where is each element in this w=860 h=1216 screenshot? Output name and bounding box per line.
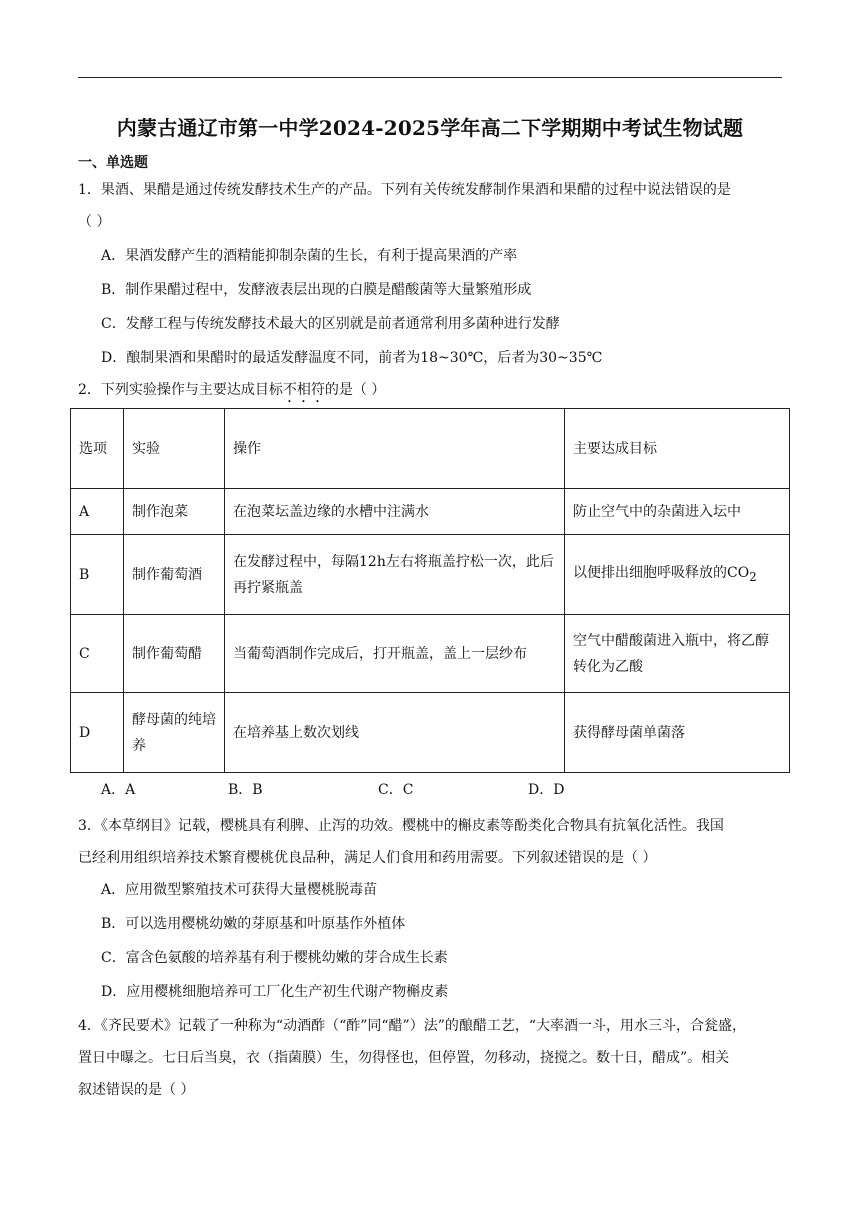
question-3-option-a: A．应用微型繁殖技术可获得大量樱桃脱毒苗 (101, 882, 378, 898)
question-1-option-d: D．酿制果酒和果醋时的最适发酵温度不同，前者为18~30℃，后者为30~35℃ (101, 350, 603, 366)
question-3-option-b: B．可以选用樱桃幼嫩的芽原基和叶原基作外植体 (101, 916, 406, 932)
table-row (71, 489, 790, 535)
question-4-stem: 4．《齐民要术》记载了一种称为“动酒酢（“酢”同“醋”）法”的酿醋工艺，“大率酒一斗，用水三斗，合瓮盛， (78, 1018, 747, 1034)
table-row (71, 693, 790, 773)
question-2-answer-b: B．B (228, 782, 263, 798)
question-2-answer-a: A．A (101, 782, 136, 798)
question-4-stem-end: 叙述错误的是（ ） (78, 1082, 195, 1098)
table-cell: 制作葡萄醋 (124, 615, 225, 693)
table-cell: 当葡萄酒制作完成后，打开瓶盖，盖上一层纱布 (225, 615, 565, 693)
question-1-option-c: C．发酵工程与传统发酵技术最大的区别就是前者通常利用多菌种进行发酵 (101, 316, 560, 332)
subscript: 2 (749, 569, 757, 584)
question-1-option-a: A．果酒发酵产生的酒精能抑制杂菌的生长，有利于提高果酒的产率 (101, 248, 518, 264)
question-2-answer-c: C．C (378, 782, 414, 798)
table-cell: 防止空气中的杂菌进入坛中 (565, 489, 790, 535)
header-rule (78, 77, 782, 78)
table-header-cell: 操作 (225, 409, 565, 489)
table-row (71, 535, 790, 615)
table-cell: 获得酵母菌单菌落 (565, 693, 790, 773)
table-cell: A (71, 489, 124, 535)
question-4-stem-continued: 置日中曝之。七日后当臭，衣（指菌膜）生，勿得怪也，但停置，勿移动，挠搅之。数十日，醋成”。相关 (78, 1050, 730, 1066)
table-header-cell: 主要达成目标 (565, 409, 790, 489)
table-cell: D (71, 693, 124, 773)
table-cell: C (71, 615, 124, 693)
table-cell: 空气中醋酸菌进入瓶中，将乙醇转化为乙酸 (565, 615, 790, 693)
question-3-option-d: D．应用樱桃细胞培养可工厂化生产初生代谢产物槲皮素 (101, 984, 449, 1000)
question-1-stem: 1．果酒、果醋是通过传统发酵技术生产的产品。下列有关传统发酵制作果酒和果醋的过程中说法错误的是 (78, 182, 731, 198)
experiment-table (70, 408, 790, 773)
table-header-cell: 实验 (124, 409, 225, 489)
question-2-answer-d: D．D (528, 782, 565, 798)
table-cell: 在发酵过程中，每隔12h左右将瓶盖拧松一次，此后再拧紧瓶盖 (225, 535, 565, 615)
table-cell: 在泡菜坛盖边缘的水槽中注满水 (225, 489, 565, 535)
question-1-stem-bracket: （ ） (78, 214, 111, 230)
table-cell: B (71, 535, 124, 615)
table-cell: 制作葡萄酒 (124, 535, 225, 615)
table-row (71, 615, 790, 693)
emphasized-text: 不相符 (282, 382, 325, 398)
question-3-option-c: C．富含色氨酸的培养基有利于樱桃幼嫩的芽合成生长素 (101, 950, 448, 966)
question-3-stem-continued: 已经利用组织培养技术繁育樱桃优良品种，满足人们食用和药用需要。下列叙述错误的是（ ） (78, 850, 657, 866)
question-2-stem: 2．下列实验操作与主要达成目标不相符的是（ ） (78, 382, 386, 398)
table-header-cell: 选项 (71, 409, 124, 489)
document-title: 内蒙古通辽市第一中学2024-2025学年高二下学期期中考试生物试题 (116, 116, 744, 140)
question-1-option-b: B．制作果醋过程中，发酵液表层出现的白膜是醋酸菌等大量繁殖形成 (101, 282, 532, 298)
section-heading: 一、单选题 (78, 155, 148, 171)
table-header-row (71, 409, 790, 489)
question-3-stem: 3．《本草纲目》记载，樱桃具有利脾、止泻的功效。樱桃中的槲皮素等酚类化合物具有抗氧化活性。我国 (78, 818, 724, 834)
table-cell: 在培养基上数次划线 (225, 693, 565, 773)
table-cell: 以便排出细胞呼吸释放的$CO_2$ (565, 535, 790, 615)
table-cell: 制作泡菜 (124, 489, 225, 535)
table-cell: 酵母菌的纯培养 (124, 693, 225, 773)
